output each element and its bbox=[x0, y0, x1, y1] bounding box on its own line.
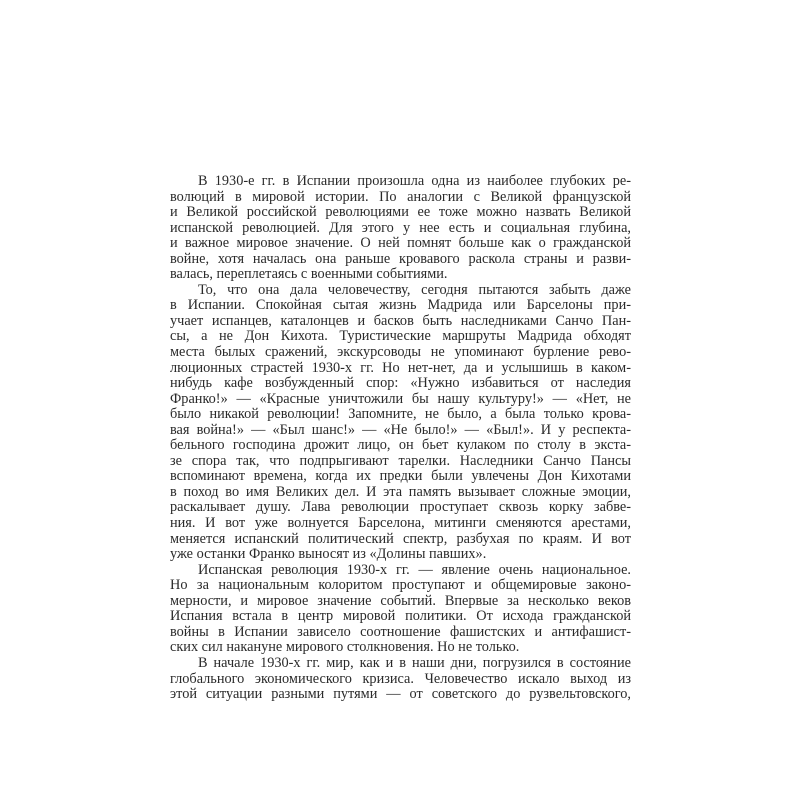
text-line: валась, переплетаясь с военными событиями. bbox=[170, 266, 448, 283]
text-line: в поход во имя Великих дел. И эта память вызывает сложные эмоции, bbox=[170, 483, 631, 500]
text-line: То, что она дала человечеству, сегодня пытаются забыть даже bbox=[198, 281, 631, 298]
text-line: ния. И вот уже волнуется Барселона, митинги сменяются арестами, bbox=[170, 515, 631, 532]
text-line: Испанская революция 1930-х гг. — явление очень национальное. bbox=[198, 561, 631, 578]
text-line: этой ситуации разными путями — от советского до рузвельтовского, bbox=[170, 686, 631, 703]
text-line: В начале 1930-х гг. мир, как и в наши дни, погрузился в состояние bbox=[198, 654, 631, 671]
text-line: и Великой российской революциями ее тоже можно назвать Великой bbox=[170, 204, 631, 221]
text-line: было никакой революции! Запомните, не было, а была только крова- bbox=[170, 406, 631, 423]
paragraph bbox=[170, 656, 631, 703]
text-line: в Испании. Спокойная сытая жизнь Мадрида или Барселоны при- bbox=[170, 297, 631, 314]
text-line: Но за национальным колоритом проступают и общемировые законо- bbox=[170, 577, 631, 594]
text-line: зе спора так, что подпрыгивают тарелки. Наследники Санчо Пансы bbox=[170, 452, 631, 469]
text-line: люционных страстей 1930-х гг. Но нет-нет, да и услышишь в каком- bbox=[170, 359, 631, 376]
text-line: испанской революцией. Для этого у нее есть и социальная глубина, bbox=[170, 219, 631, 236]
text-line: уже останки Франко выносят из «Долины павших». bbox=[170, 546, 487, 563]
text-line: бельного господина дрожит лицо, он бьет кулаком по столу в экста- bbox=[170, 437, 631, 454]
text-line: вспоминают времена, когда их предки были увлечены Дон Кихотами bbox=[170, 468, 631, 485]
text-line: глобального экономического кризиса. Человечество искало выход из bbox=[170, 670, 631, 687]
text-line: меняется испанский политический спектр, разбухая по краям. И вот bbox=[170, 530, 631, 547]
text-line: Франко!» — «Красные уничтожили бы нашу культуру!» — «Нет, не bbox=[170, 390, 631, 407]
text-line: В 1930-е гг. в Испании произошла одна из наиболее глубоких ре- bbox=[198, 173, 631, 189]
paragraph bbox=[170, 174, 631, 283]
text-line: и важное мировое значение. О ней помнят больше как о гражданской bbox=[170, 235, 631, 252]
text-line: Испания встала в центр мировой политики. От исхода гражданской bbox=[170, 608, 631, 625]
text-line: учает испанцев, каталонцев и басков быть наследниками Санчо Пан- bbox=[170, 312, 631, 329]
text-line: сы, а не Дон Кихота. Туристические маршруты Мадрида обходят bbox=[170, 328, 631, 345]
text-line: места былых сражений, экскурсоводы не упоминают бурление рево- bbox=[170, 344, 631, 361]
text-line: войны в Испании зависело соотношение фашистских и антифашист- bbox=[170, 623, 631, 640]
text-line: волюций в мировой истории. По аналогии с Великой французской bbox=[170, 188, 631, 205]
paragraph bbox=[170, 563, 631, 656]
text-line: мерности, и мировое значение событий. Впервые за несколько веков bbox=[170, 592, 631, 609]
text-line: нибудь кафе возбужденный спор: «Нужно избавиться от наследия bbox=[170, 375, 631, 392]
text-line: раскалывает душу. Лава революции проступает сквозь корку забве- bbox=[170, 499, 631, 516]
text-line: войне, хотя началась она раньше кровавого раскола страны и разви- bbox=[170, 250, 631, 267]
book-page-body bbox=[170, 174, 631, 703]
text-line: вая война!» — «Был шанс!» — «Не было!» — «Был!». И у респекта- bbox=[170, 421, 631, 438]
text-line: ских сил накануне мирового столкновения. Но не только. bbox=[170, 639, 520, 656]
paragraph bbox=[170, 283, 631, 563]
